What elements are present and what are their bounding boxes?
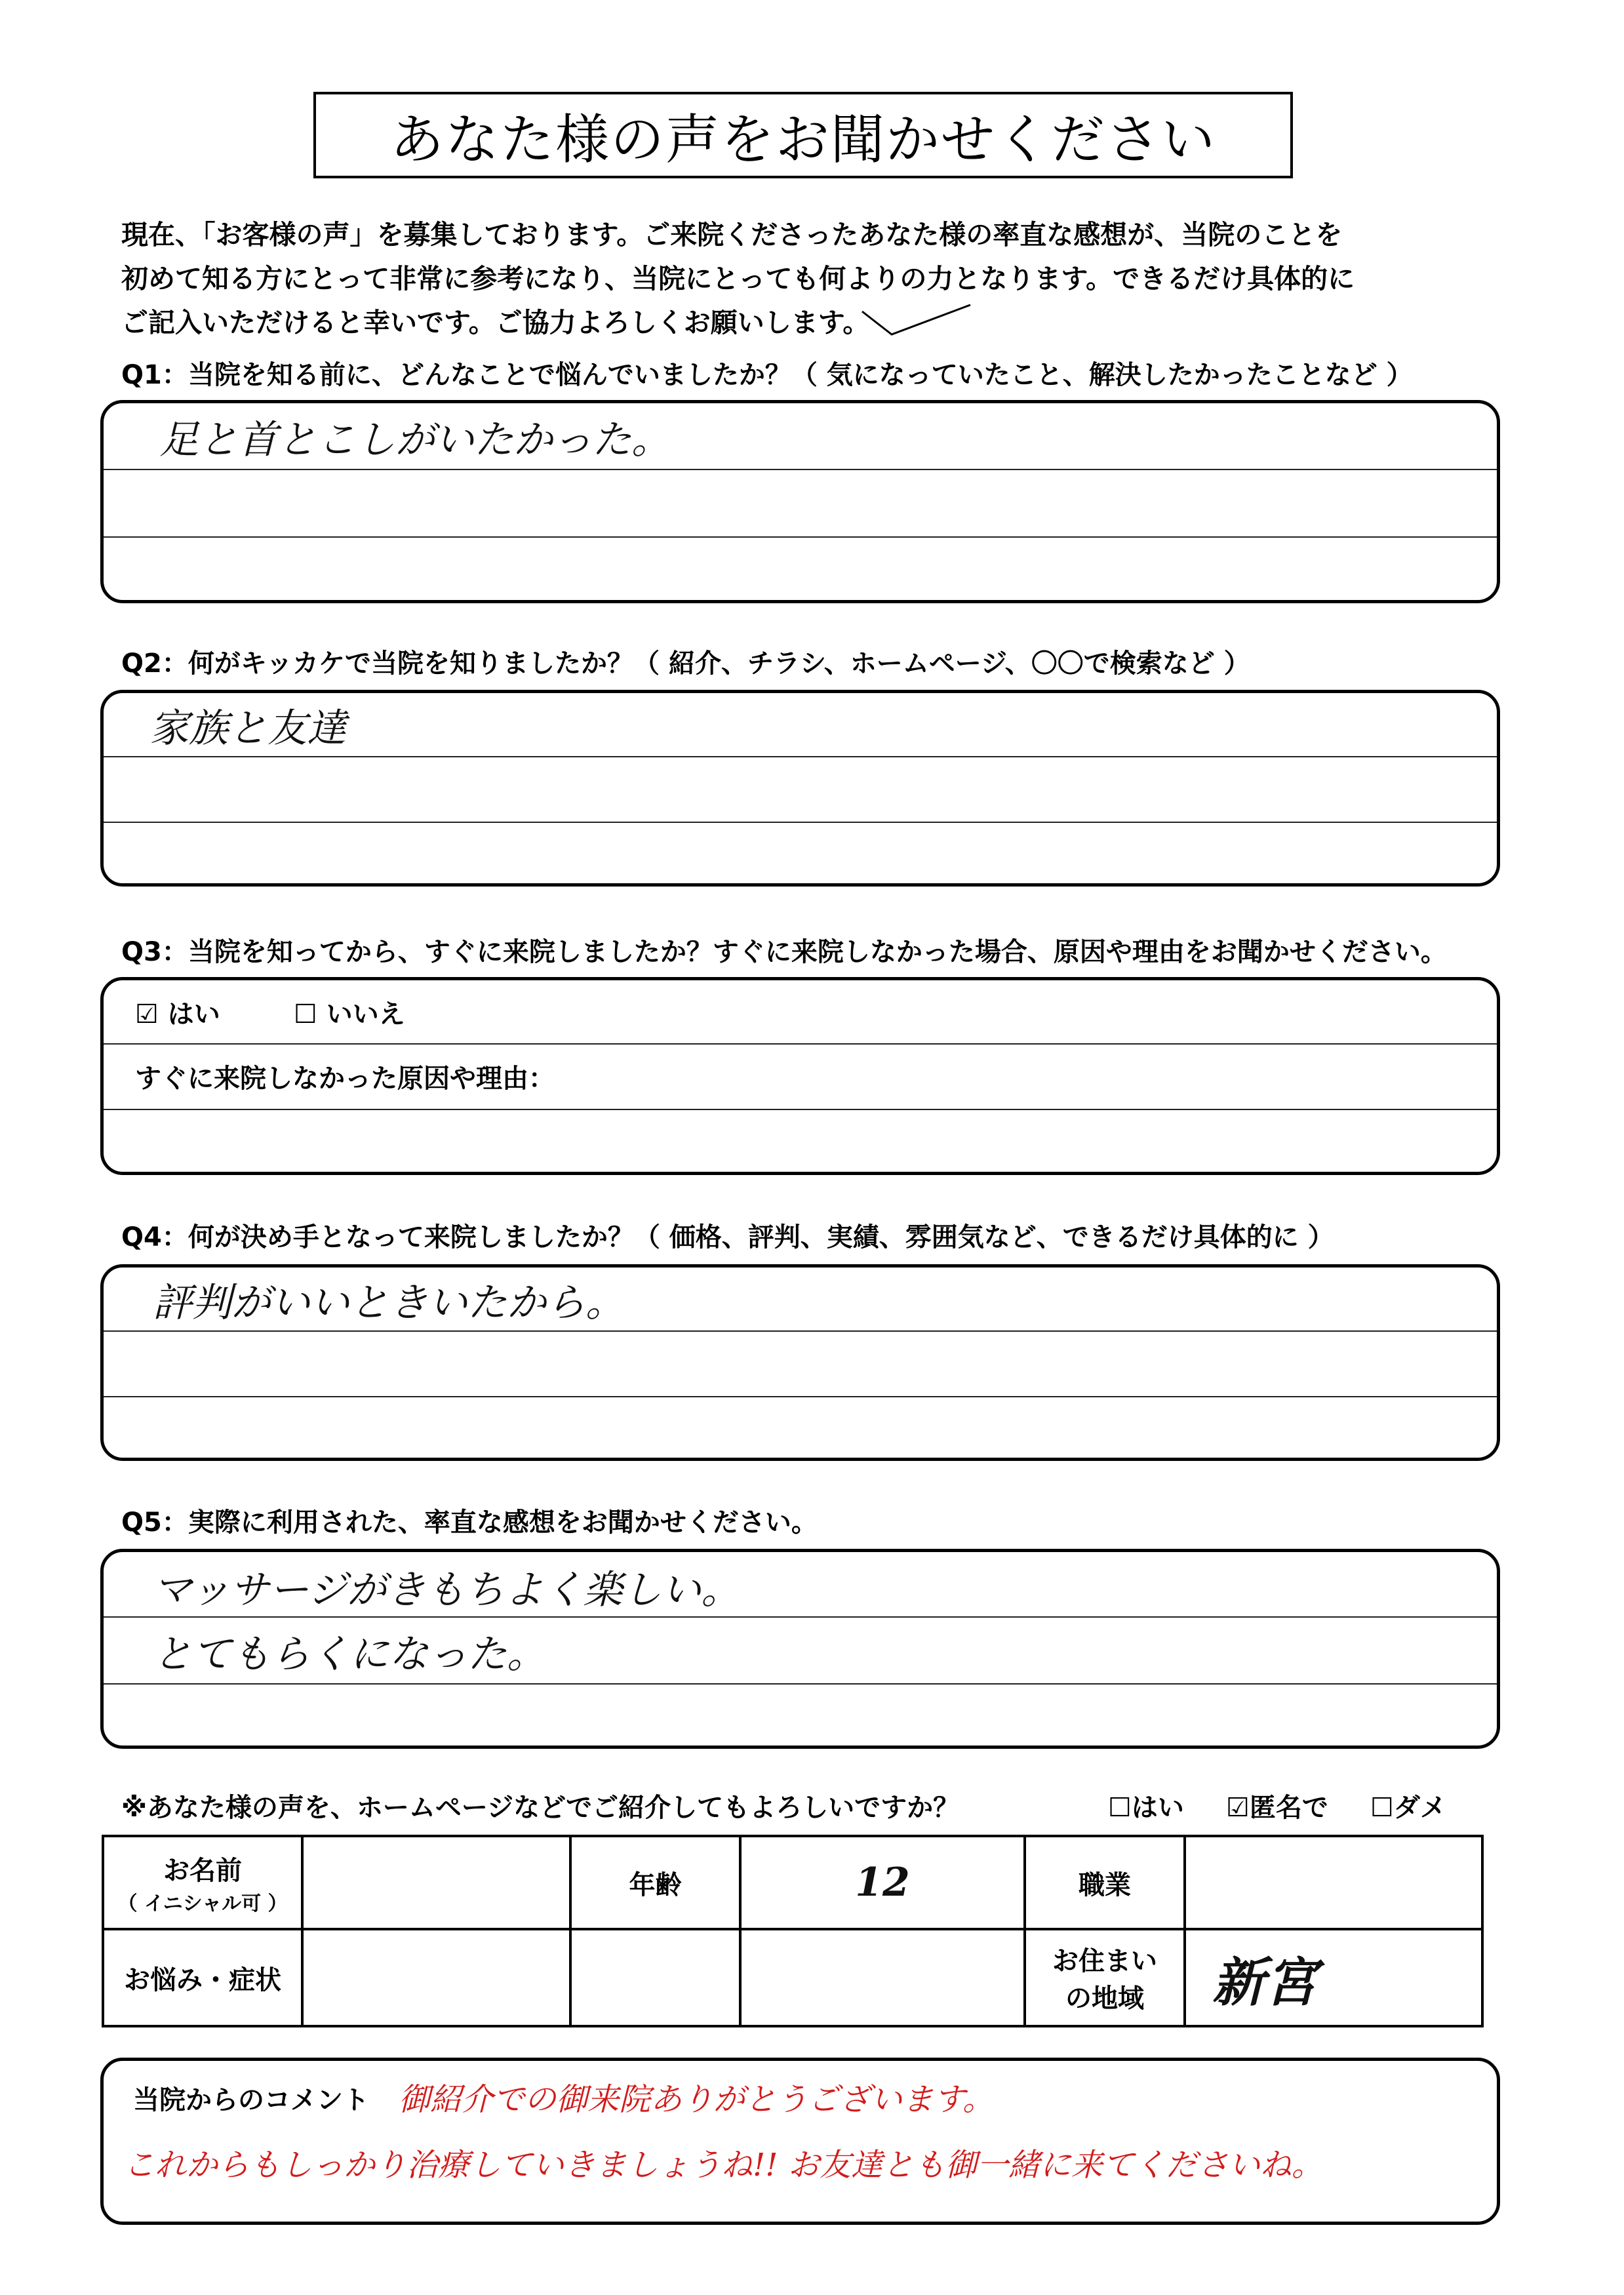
job-label: 職業 xyxy=(1079,1869,1131,1900)
intro-text xyxy=(121,213,1498,345)
q3-yes-label: はい xyxy=(167,999,220,1029)
permission-question: ※あなた様の声を、ホームページなどでご紹介してもよろしいですか？ xyxy=(121,1793,960,1823)
area-label-2: の地域 xyxy=(1065,1984,1144,2014)
symptom-label-cell xyxy=(103,1929,302,2026)
q1-label: Q1：当院を知る前に、どんなことで悩んでいましたか？（ 気になっていたこと、解決したかったことなど ） xyxy=(121,360,1413,390)
intro-line: ご記入いただけると幸いです。ご協力よろしくお願いします。 xyxy=(121,307,870,338)
age-label-cell xyxy=(570,1836,740,1929)
q4-answer-box[interactable] xyxy=(100,1264,1500,1461)
area-value: 新宮 xyxy=(1212,1951,1317,2013)
area-label-cell xyxy=(1025,1929,1185,2026)
permission-yes-label: はい xyxy=(1131,1793,1184,1823)
permission-yes-option[interactable] xyxy=(1108,1787,1184,1824)
permission-no-label: ダメ xyxy=(1393,1793,1446,1823)
permission-anon-option[interactable] xyxy=(1226,1787,1328,1824)
q2-label: Q2：何がキッカケで当院を知りましたか？（ 紹介、チラシ、ホームページ、〇〇で検索など ） xyxy=(121,649,1250,679)
q5-answer-box[interactable] xyxy=(100,1549,1500,1749)
q3-answer-box[interactable] xyxy=(100,977,1500,1175)
age-value-cell[interactable] xyxy=(740,1836,1025,1929)
empty-box-icon: ☐ xyxy=(1108,1793,1132,1823)
q1-answer: 足と首とこしがいたかった。 xyxy=(159,417,671,463)
q4-label: Q4：何が決め手となって来院しましたか？（ 価格、評判、実績、雰囲気など、できるだけ具体的に ） xyxy=(121,1222,1334,1252)
symptom-label: お悩み・症状 xyxy=(124,1965,281,1995)
name-value-cell[interactable] xyxy=(302,1836,570,1929)
symptom-value-cell[interactable] xyxy=(302,1929,570,2026)
empty-box-icon: ☐ xyxy=(1370,1793,1394,1823)
permission-anon-label: 匿名で xyxy=(1249,1793,1328,1823)
q2-answer-box[interactable] xyxy=(100,690,1500,887)
intro-line: 現在、「お客様の声」を募集しております。ご来院くださったあなた様の率直な感想が、当院のことを xyxy=(121,219,1343,250)
age-label: 年齢 xyxy=(629,1869,682,1900)
age-value: 12 xyxy=(855,1860,910,1906)
name-label: お名前 xyxy=(163,1855,242,1886)
q3-no-label: いいえ xyxy=(326,999,405,1029)
intro-line: 初めて知る方にとって非常に参考になり、当院にとっても何よりの力となります。できるだけ具体的に xyxy=(121,263,1355,294)
comment-box xyxy=(100,2058,1500,2225)
q3-no-option[interactable] xyxy=(294,993,405,1031)
q3-label: Q3：当院を知ってから、すぐに来院しましたか？すぐに来院しなかった場合、原因や理由をお聞かせください。 xyxy=(121,937,1447,967)
q2-answer: 家族と友達 xyxy=(149,706,346,751)
comment-label: 当院からのコメント xyxy=(133,2085,369,2115)
checked-box-icon: ☑ xyxy=(135,999,159,1029)
blank-cell xyxy=(570,1929,740,2026)
q5-answer-line1: マッサージがきもちよく楽しい。 xyxy=(153,1567,741,1613)
job-label-cell xyxy=(1025,1836,1185,1929)
name-label-cell xyxy=(103,1836,302,1929)
empty-box-icon: ☐ xyxy=(294,999,317,1029)
checked-box-icon: ☑ xyxy=(1226,1793,1250,1823)
permission-no-option[interactable] xyxy=(1370,1787,1446,1824)
q4-answer: 評判がいいときいたから。 xyxy=(153,1280,625,1326)
area-value-cell[interactable] xyxy=(1185,1929,1482,2026)
blank-cell xyxy=(740,1929,1025,2026)
area-label-1: お住まい xyxy=(1052,1946,1157,1976)
q5-answer-line2: とてもらくになった。 xyxy=(153,1631,546,1677)
page-title: あなた様の声をお聞かせください xyxy=(313,92,1293,178)
q3-reason-label: すぐに来院しなかった原因や理由： xyxy=(135,1064,555,1094)
job-value-cell[interactable] xyxy=(1185,1836,1482,1929)
info-table xyxy=(102,1835,1484,2027)
comment-line2: これからもしっかり治療していきましょうね!! お友達とも御一緒に来てくださいね。 xyxy=(123,2147,1323,2184)
name-sub-label: （ イニシャル可 ） xyxy=(117,1892,288,1915)
comment-line1: 御紹介での御来院ありがとうございます。 xyxy=(399,2081,995,2118)
q1-answer-box[interactable] xyxy=(100,400,1500,603)
q3-yes-option[interactable] xyxy=(135,993,220,1031)
check-mark-icon xyxy=(859,302,977,341)
q5-label: Q5：実際に利用された、率直な感想をお聞かせください。 xyxy=(121,1507,818,1538)
